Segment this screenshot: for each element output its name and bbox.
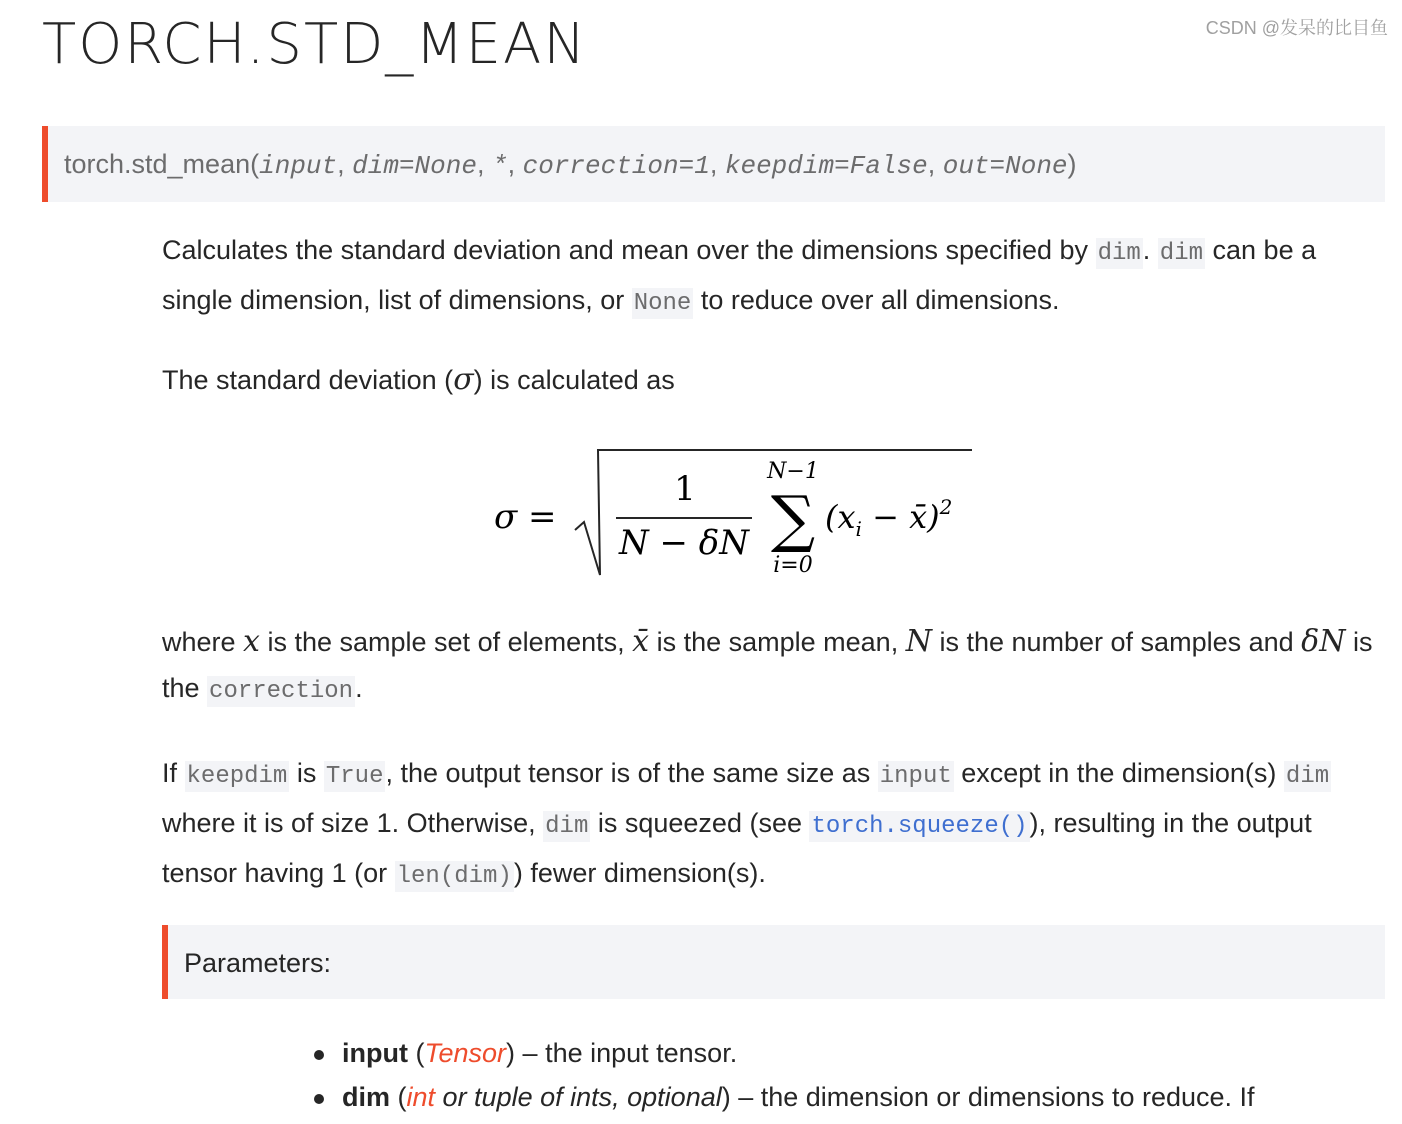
sum-sign: ∑: [770, 482, 816, 555]
param-item: dim (int or tuple of ints, optional) – the dimension or dimensions to reduce. If: [342, 1082, 1255, 1112]
formula-lhs: σ =: [494, 497, 557, 537]
code-dim: dim: [1159, 240, 1204, 267]
sum-lower: i=0: [773, 553, 813, 578]
keepdim-paragraph: If keepdim is True, the output tensor is of the same size as input except in the dimension(s) dim where it is of size 1. Otherwise, dim is squeezed (see torch.squeeze()), resulting in the output tensor having 1 (or len(dim)) fewer dimension(s).: [162, 758, 1330, 890]
paren: ): [1067, 149, 1077, 179]
fraction-denominator: N − δN: [618, 523, 750, 563]
param-item: input (Tensor) – the input tensor.: [342, 1038, 738, 1068]
arg: dim=None: [352, 151, 477, 181]
squeeze-link[interactable]: torch.squeeze(): [811, 813, 1028, 840]
page-title: TORCH.STD_MEAN: [42, 12, 588, 77]
parameters-header: Parameters:: [162, 925, 1385, 999]
arg: *: [491, 151, 508, 181]
std-intro: The standard deviation (σ) is calculated as: [162, 362, 675, 397]
paren: (: [250, 149, 260, 179]
arg: input: [259, 151, 338, 181]
watermark: CSDN @发呆的比目鱼: [1205, 18, 1388, 38]
arg: keepdim=False: [724, 151, 928, 181]
function-signature: torch.std_mean(input, dim=None, *, correction=1, keepdim=False, out=None): [42, 126, 1385, 202]
std-formula: [480, 440, 990, 585]
sum-upper: N−1: [767, 459, 819, 484]
description-paragraph: Calculates the standard deviation and mean over the dimensions specified by dim. dim can be a single dimension, list of dimensions, or None to reduce over all dimensions.: [162, 235, 1317, 317]
function-name: torch.std_mean: [64, 149, 251, 179]
code-none: None: [633, 290, 692, 317]
arg: out=None: [942, 151, 1068, 181]
type-link[interactable]: int: [406, 1082, 436, 1112]
type-link[interactable]: Tensor: [424, 1038, 507, 1068]
code-dim: dim: [1097, 240, 1141, 267]
where-paragraph: where x is the sample set of elements, x̄ is the sample mean, N is the number of samples and δN is the correction.: [162, 624, 1373, 705]
code-correction: correction: [209, 678, 354, 705]
fraction-numerator: 1: [674, 469, 696, 509]
arg: correction=1: [522, 151, 710, 181]
sum-term: ($x_i$ − x̄)$^2$: [825, 495, 953, 541]
